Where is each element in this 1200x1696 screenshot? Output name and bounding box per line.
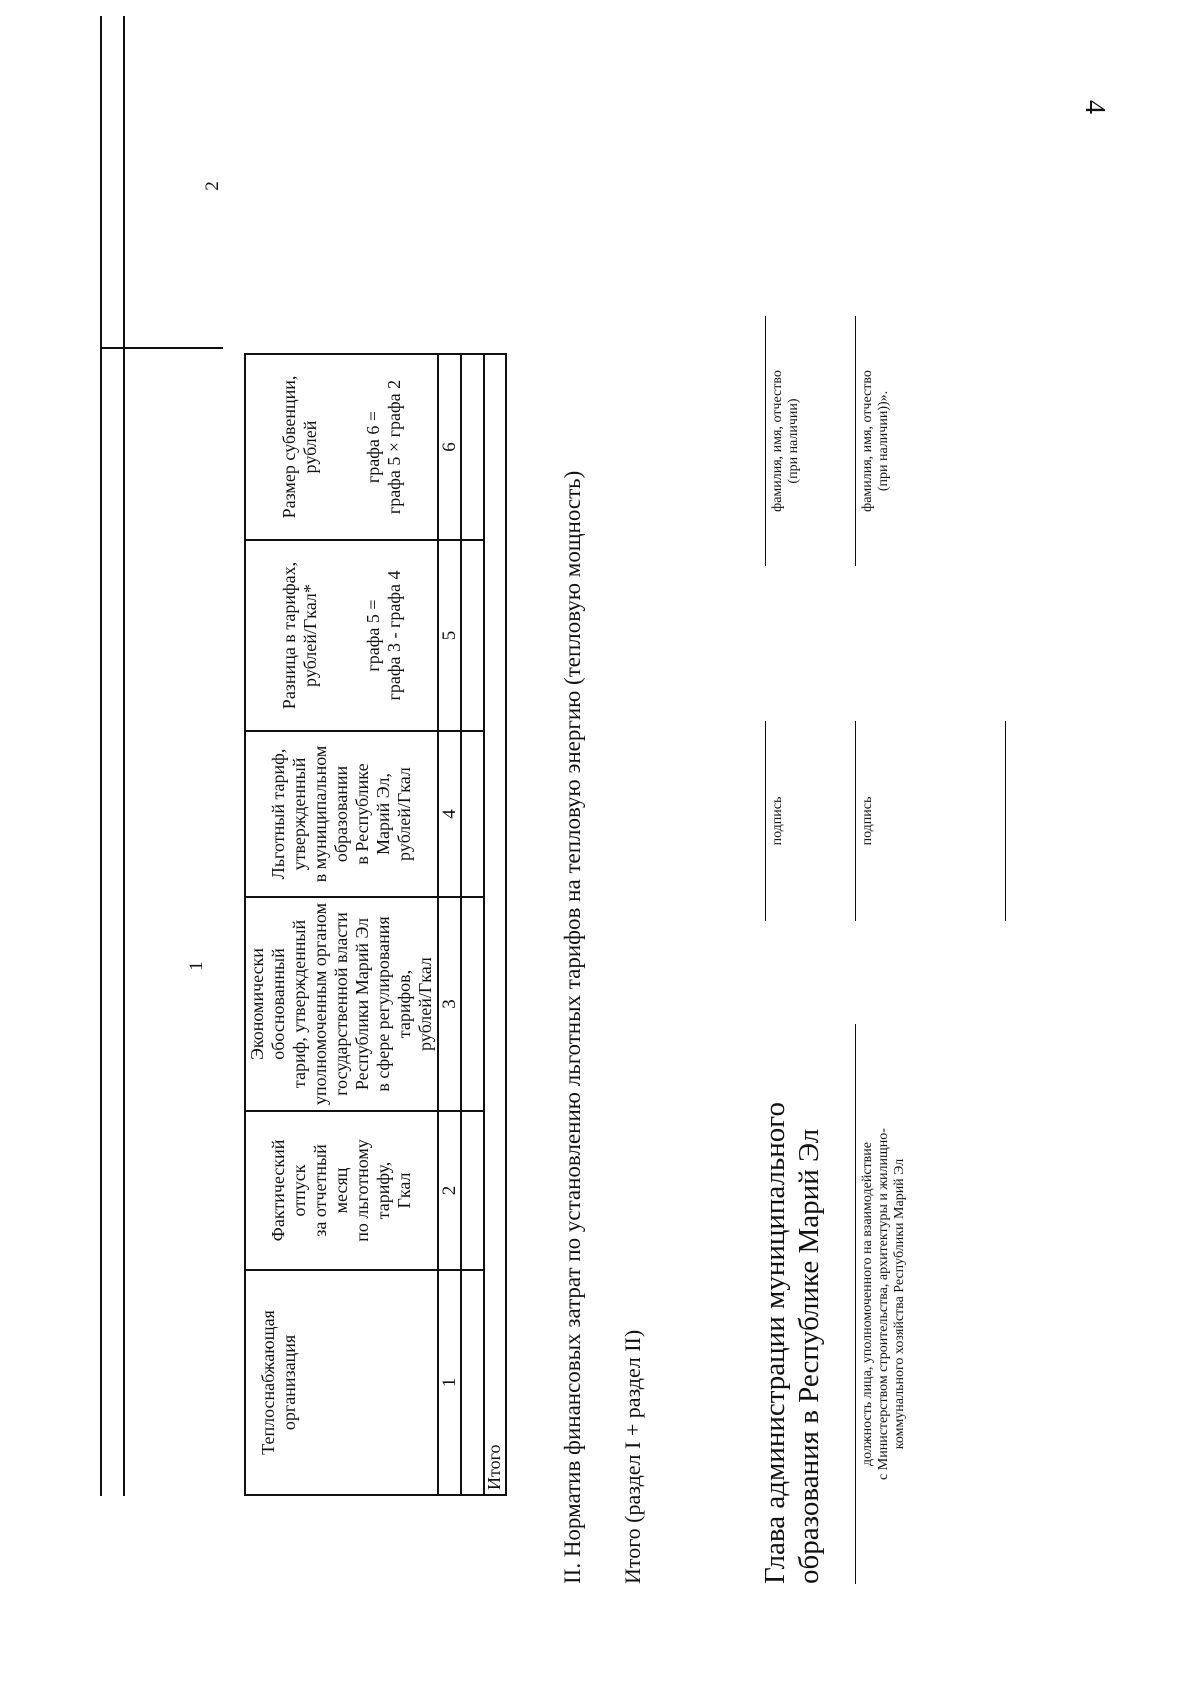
table-header-preferential-tariff: Льготный тариф, утвержденный в муниципальном образовании в Республике Марий Эл, рублей/Гкал [268,745,414,883]
position-line [855,1024,856,1584]
name-label-1: фамилия, имя, отчество (при наличии) [770,370,801,512]
table-header-organization: Теплоснабжающая организация [258,1310,299,1455]
table-line-bottom [505,353,507,1496]
head-of-administration-title: Глава администрации муниципального образования в Республике Марий Эл [759,1102,825,1584]
table-header-actual-supply: Фактический отпуск за отчетный месяц по льготному тарифу, Гкал [268,1139,414,1242]
signature-line-2 [855,721,856,921]
table-header-subvention: Размер субвенции, рублей графа 6 = графа 5 × графа 2 [278,375,404,519]
table-header-economic-tariff: Экономически обоснованный тариф, утвержденный уполномоченным органом государственной власти Республики Марий Эл в сфере регулирования тарифов, рублей/Гкал [247,903,435,1105]
table-line-numbers-bottom [460,353,462,1496]
name-line-2 [855,316,856,566]
table-header-tariff-difference: Разница в тарифах, рублей/Гкал* графа 5 = графа 3 - графа 4 [278,561,404,710]
outer-header-top-line [100,16,102,1496]
signature-line-1 [765,721,766,921]
outer-header-mid-line [123,16,125,1496]
table-colnum-6: 6 [439,442,460,452]
outer-header-col2: 2 [201,181,223,191]
table-total-label: Итого [484,1444,504,1490]
table-colnum-3: 3 [439,999,460,1009]
signature-label-1: подпись [770,796,785,846]
table-colnum-4: 4 [439,809,460,819]
table-line-total-bottom [483,353,485,1496]
grand-total-label: Итого (раздел I + раздел II) [620,1329,645,1584]
table-vline-0 [244,1494,507,1496]
position-label: должность лица, уполномоченного на взаимодействие с Министерством строительства, архитектуры и жилищно- коммунального хозяйства Республики Марий Эл [860,1128,907,1480]
page-number: 4 [1079,100,1110,114]
outer-header-divider [100,347,223,349]
name-line-1 [765,316,766,566]
section-ii-heading: II. Норматив финансовых затрат по установлению льготных тарифов на тепловую энергию (тепловую мощность) [560,470,585,1584]
date-line [1005,721,1006,921]
name-label-2: фамилия, имя, отчество (при наличии))». [860,370,891,512]
signature-label-2: подпись [860,796,875,846]
outer-header-col1: 1 [185,961,207,971]
table-colnum-2: 2 [439,1185,460,1196]
table-colnum-5: 5 [439,630,460,641]
table-colnum-1: 1 [439,1377,460,1388]
